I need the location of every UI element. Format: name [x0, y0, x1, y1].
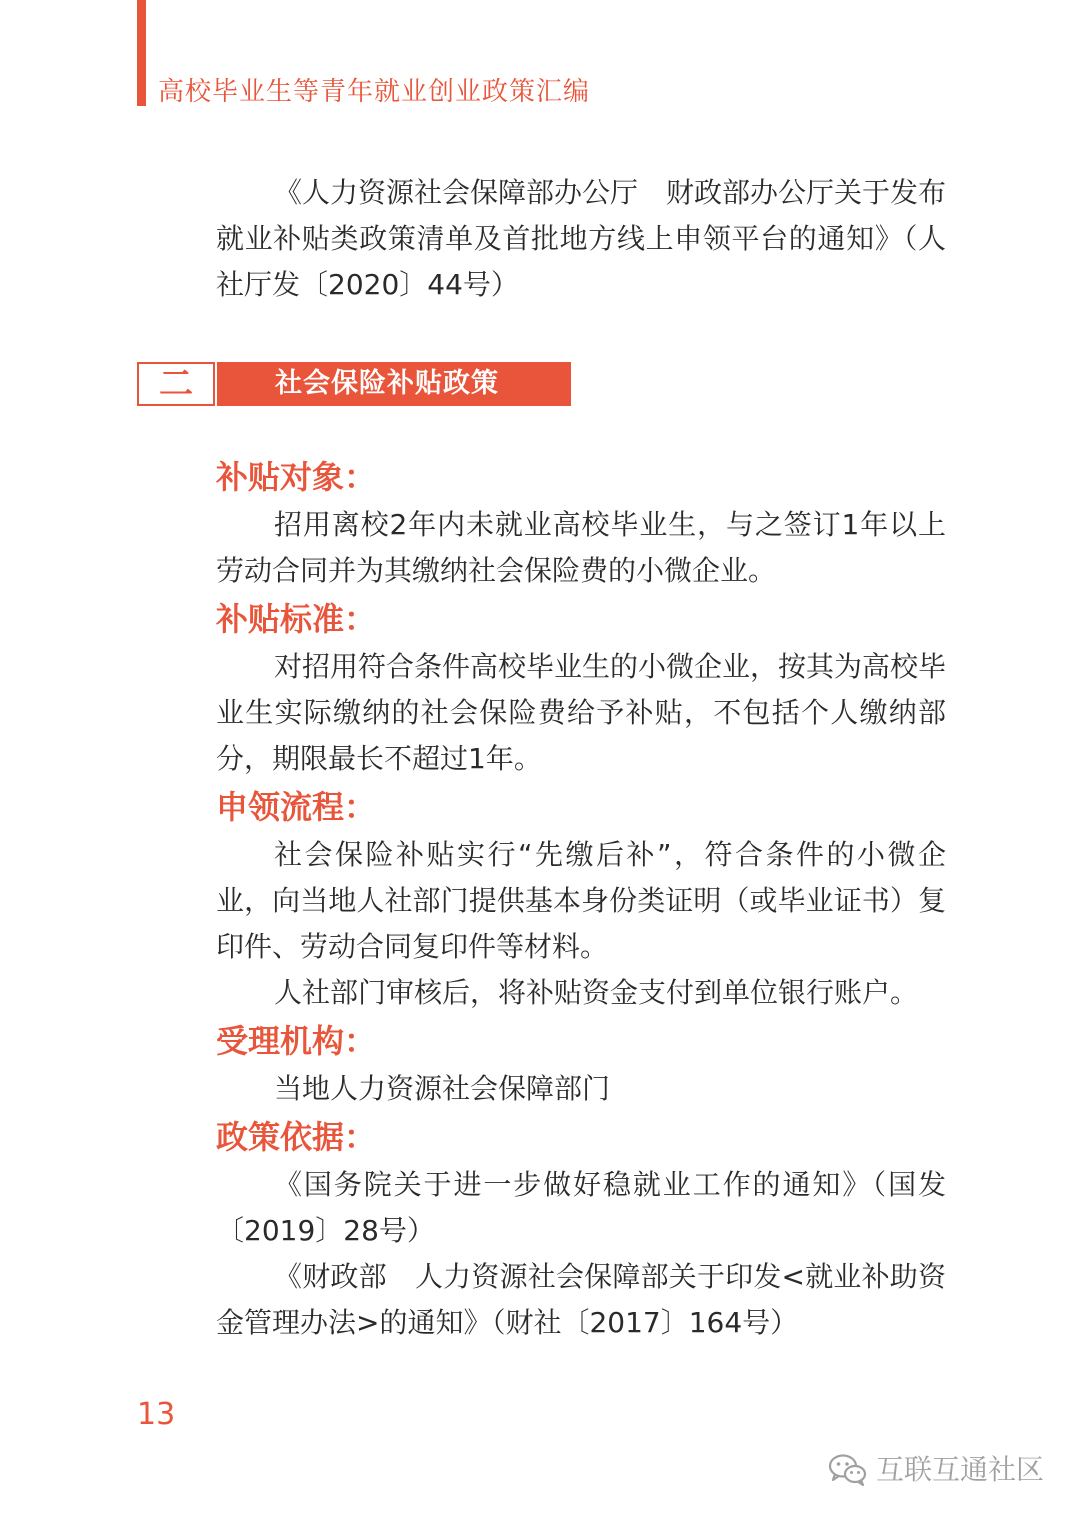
watermark — [828, 1452, 1044, 1488]
watermark-text: 互联互通社区 — [875, 1453, 1044, 1486]
paragraph: 当地人力资源社会保障部门 — [274, 1072, 611, 1105]
page-number: 13 — [137, 1397, 176, 1432]
block-subsidy-target — [216, 452, 946, 594]
block-subsidy-standard — [216, 594, 946, 782]
block-application-process — [216, 782, 946, 1016]
subheading-subsidy-target: 补贴对象： — [216, 458, 377, 496]
wechat-icon — [828, 1453, 868, 1487]
paragraph: 人社部门审核后，将补贴资金支付到单位银行账户。 — [274, 976, 919, 1009]
policy-body — [216, 452, 946, 1346]
paragraph: 《国务院关于进一步做好稳就业工作的通知》（国发〔2019〕28号） — [216, 1168, 946, 1247]
section-title: 社会保险补贴政策 — [275, 368, 499, 399]
running-header-title: 高校毕业生等青年就业创业政策汇编 — [158, 77, 591, 107]
paragraph: 对招用符合条件高校毕业生的小微企业，按其为高校毕业生实际缴纳的社会保险费给予补贴，不包括个人缴纳部分，期限最长不超过1年。 — [216, 650, 947, 775]
section-title-bar — [217, 362, 571, 406]
section-number-box — [137, 362, 215, 406]
block-policy-basis — [216, 1112, 946, 1346]
block-handling-agency — [216, 1016, 946, 1112]
paragraph: 《财政部 人力资源社会保障部关于印发<就业补助资金管理办法>的通知》（财社〔2017〕164号） — [216, 1260, 946, 1339]
header-accent-bar — [137, 0, 146, 106]
subheading-policy-basis: 政策依据： — [216, 1118, 377, 1156]
subheading-subsidy-standard: 补贴标准： — [216, 600, 377, 638]
paragraph: 招用离校2年内未就业高校毕业生，与之签订1年以上劳动合同并为其缴纳社会保险费的小微企业。 — [216, 508, 946, 587]
intro-reference — [216, 170, 946, 308]
subheading-handling-agency: 受理机构： — [216, 1022, 377, 1060]
section-number: 二 — [159, 364, 193, 404]
paragraph: 社会保险补贴实行“先缴后补”，符合条件的小微企业，向当地人社部门提供基本身份类证明（或毕业证书）复印件、劳动合同复印件等材料。 — [216, 838, 946, 963]
subheading-application-process: 申领流程： — [216, 788, 377, 826]
intro-paragraph: 《人力资源社会保障部办公厅 财政部办公厅关于发布就业补贴类政策清单及首批地方线上申领平台的通知》（人社厅发〔2020〕44号） — [216, 176, 947, 301]
